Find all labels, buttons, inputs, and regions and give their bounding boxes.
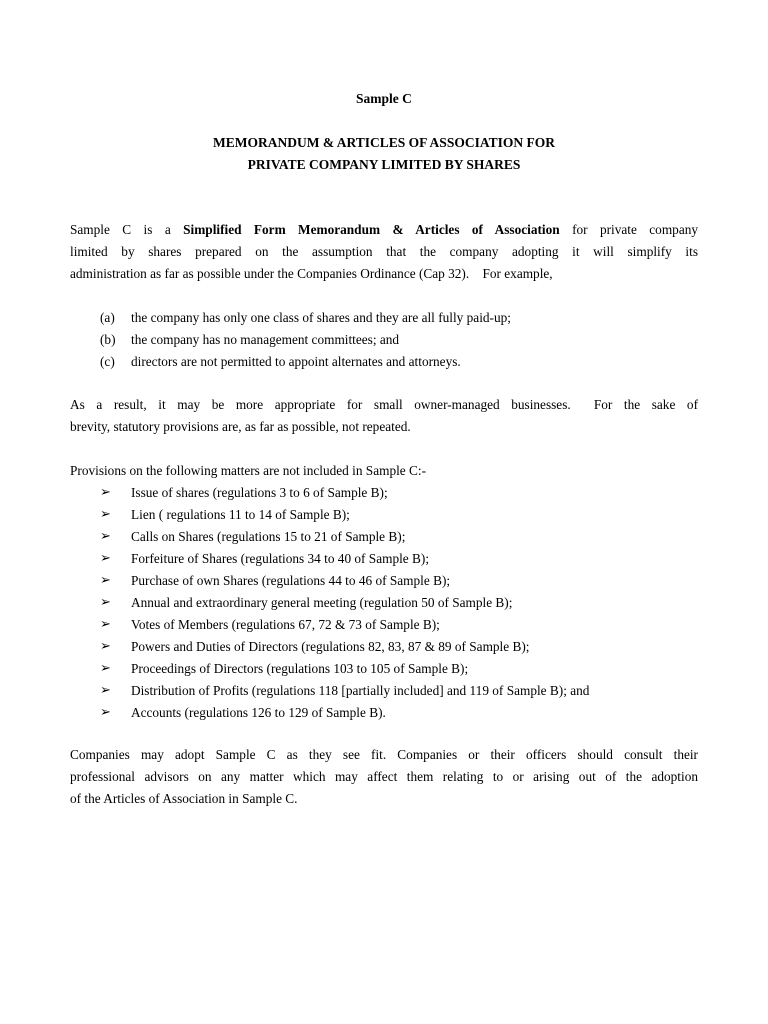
list-text: Proceedings of Directors (regulations 103 to 105 of Sample B); — [131, 661, 469, 676]
list-item — [100, 307, 700, 329]
arrow-bullet-icon: ➢ — [100, 551, 111, 566]
arrow-bullet-icon: ➢ — [100, 639, 111, 654]
closing-line-1: Companies may adopt Sample C as they see fit. Companies or their officers should consult their — [70, 747, 698, 762]
list-item — [100, 504, 700, 526]
list-text: the company has no management committees; and — [131, 332, 400, 347]
arrow-bullet-icon: ➢ — [100, 617, 111, 632]
list-text: Lien ( regulations 11 to 14 of Sample B); — [131, 507, 350, 522]
result-line-2: brevity, statutory provisions are, as far as possible, not repeated. — [70, 419, 411, 434]
list-item — [100, 658, 700, 680]
closing-line-2: professional advisors on any matter which may affect them relating to or arising out of the adoption — [70, 769, 698, 784]
list-item — [100, 614, 700, 636]
intro-text-pre: Sample C is a — [70, 222, 171, 237]
result-paragraph — [70, 394, 698, 438]
list-text: Issue of shares (regulations 3 to 6 of Sample B); — [131, 485, 388, 500]
list-text: Accounts (regulations 126 to 129 of Sample B). — [131, 705, 386, 720]
list-item — [100, 636, 700, 658]
arrow-bullet-icon: ➢ — [100, 573, 111, 588]
list-text: Calls on Shares (regulations 15 to 21 of Sample B); — [131, 529, 406, 544]
result-line-1: As a result, it may be more appropriate for small owner-managed businesses. For the sake of — [70, 397, 698, 412]
arrow-bullet-icon: ➢ — [100, 595, 111, 610]
list-item — [100, 351, 700, 373]
list-text: Purchase of own Shares (regulations 44 to 46 of Sample B); — [131, 573, 451, 588]
list-text: Votes of Members (regulations 67, 72 & 73 of Sample B); — [131, 617, 440, 632]
list-item — [100, 702, 700, 724]
list-marker: (b) — [100, 332, 116, 347]
arrow-bullet-icon: ➢ — [100, 529, 111, 544]
heading-line-1: MEMORANDUM & ARTICLES OF ASSOCIATION FOR — [213, 135, 555, 150]
examples-list — [100, 307, 700, 373]
arrow-bullet-icon: ➢ — [100, 705, 111, 720]
arrow-bullet-icon: ➢ — [100, 485, 111, 500]
intro-bold-title: Simplified Form Memorandum & Articles of Association — [183, 222, 560, 237]
provisions-list — [100, 482, 700, 724]
sample-title: Sample C — [356, 91, 412, 106]
list-marker: (c) — [100, 354, 115, 369]
list-marker: (a) — [100, 310, 115, 325]
provisions-intro: Provisions on the following matters are not included in Sample C:- — [70, 463, 427, 478]
intro-line-1 — [70, 219, 698, 241]
list-item — [100, 526, 700, 548]
list-item — [100, 592, 700, 614]
intro-line-2: limited by shares prepared on the assumption that the company adopting it will simplify its — [70, 244, 698, 259]
closing-line-3: of the Articles of Association in Sample C. — [70, 791, 298, 806]
intro-paragraph — [70, 219, 698, 285]
closing-paragraph — [70, 744, 698, 810]
list-text: Distribution of Profits (regulations 118 [partially included] and 119 of Sample B); and — [131, 683, 590, 698]
arrow-bullet-icon: ➢ — [100, 507, 111, 522]
arrow-bullet-icon: ➢ — [100, 661, 111, 676]
list-text: Powers and Duties of Directors (regulations 82, 83, 87 & 89 of Sample B); — [131, 639, 530, 654]
list-item — [100, 570, 700, 592]
heading-line-2: PRIVATE COMPANY LIMITED BY SHARES — [247, 157, 521, 172]
list-text: directors are not permitted to appoint alternates and attorneys. — [131, 354, 461, 369]
list-item — [100, 548, 700, 570]
list-item — [100, 329, 700, 351]
intro-line-3: administration as far as possible under the Companies Ordinance (Cap 32). For example, — [70, 266, 553, 281]
intro-text-post: for private company — [572, 222, 699, 237]
list-text: the company has only one class of shares and they are all fully paid-up; — [131, 310, 511, 325]
list-text: Forfeiture of Shares (regulations 34 to 40 of Sample B); — [131, 551, 430, 566]
list-item — [100, 680, 700, 702]
list-text: Annual and extraordinary general meeting (regulation 50 of Sample B); — [131, 595, 513, 610]
arrow-bullet-icon: ➢ — [100, 683, 111, 698]
list-item — [100, 482, 700, 504]
